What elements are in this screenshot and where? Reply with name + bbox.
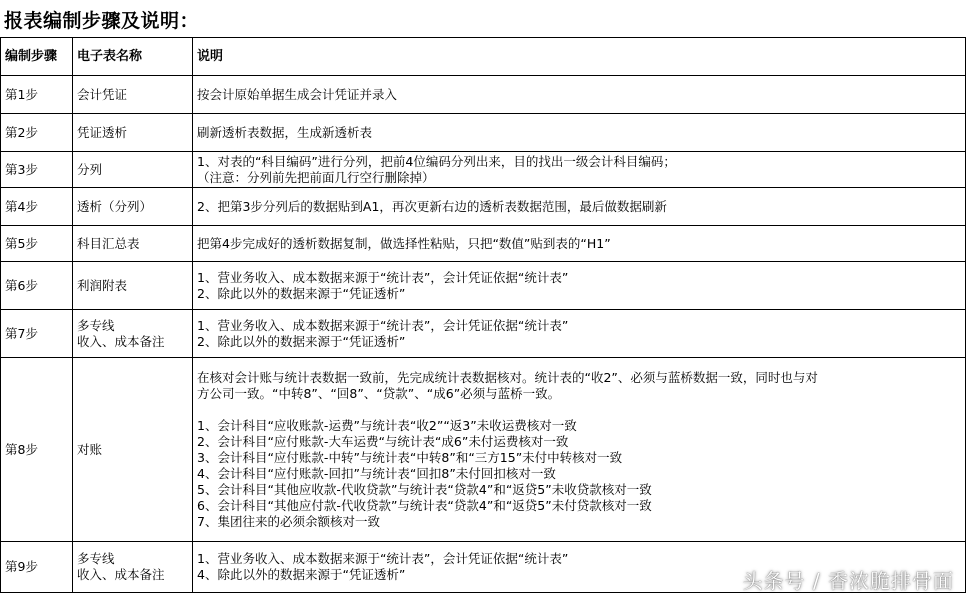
step-cell: 第7步 bbox=[1, 310, 73, 358]
step-cell: 第9步 bbox=[1, 542, 73, 593]
steps-table bbox=[0, 37, 966, 593]
description-cell bbox=[193, 358, 966, 542]
table-row bbox=[1, 310, 966, 358]
description-line: 7、集团往来的必须余额核对一致 bbox=[197, 513, 380, 529]
description-line: 1、营业务收入、成本数据来源于“统计表”，会计凭证依据“统计表” bbox=[197, 551, 569, 566]
table-row bbox=[1, 262, 966, 310]
description-cell bbox=[193, 226, 966, 262]
sheet-name-line: 利润附表 bbox=[77, 277, 128, 293]
step-cell: 第2步 bbox=[1, 114, 73, 152]
description-line: 在核对会计账与统计表数据一致前，先完成统计表数据核对。统计表的“收2”、必须与蓝桥数据一致，同时也与对 bbox=[197, 369, 818, 385]
sheet-name-cell bbox=[73, 226, 193, 262]
description-line: 6、会计科目“其他应付款-代收贷款”与统计表“贷款4”和“返贷5”未付贷款核对一致 bbox=[197, 497, 652, 513]
description-line: 按会计原始单据生成会计凭证并录入 bbox=[197, 86, 398, 102]
header-step: 编制步骤 bbox=[1, 38, 73, 76]
description-line: 4、除此以外的数据来源于“凭证透析” bbox=[197, 567, 406, 582]
step-cell: 第5步 bbox=[1, 226, 73, 262]
sheet-name-cell bbox=[73, 152, 193, 188]
description-cell bbox=[193, 76, 966, 114]
description-cell bbox=[193, 152, 966, 188]
description-line: 方公司一致。“中转8”、“回8”、“贷款”、“成6”必须与蓝桥一致。 bbox=[197, 385, 561, 401]
sheet-name-cell bbox=[73, 114, 193, 152]
description-line: 刷新透析表数据，生成新透析表 bbox=[197, 124, 373, 140]
description-line: 2、除此以外的数据来源于“凭证透析” bbox=[197, 333, 406, 349]
sheet-name-cell bbox=[73, 262, 193, 310]
description-line: 1、营业务收入、成本数据来源于“统计表”，会计凭证依据“统计表” bbox=[197, 317, 569, 333]
description-line: 5、会计科目“其他应收款-代收贷款”与统计表“贷款4”和“返贷5”未收贷款核对一致 bbox=[197, 481, 652, 497]
sheet-name-line: 多专线 bbox=[77, 551, 115, 566]
description-cell bbox=[193, 114, 966, 152]
sheet-name-cell bbox=[73, 542, 193, 593]
step-cell: 第6步 bbox=[1, 262, 73, 310]
description-line: 2、会计科目“应付账款-大车运费“与统计表“成6”未付运费核对一致 bbox=[197, 433, 569, 449]
description-line: 3、会计科目“应付账款-中转”与统计表“中转8”和“三方15”未付中转核对一致 bbox=[197, 449, 623, 465]
sheet-name-line: 凭证透析 bbox=[77, 124, 128, 140]
table-row bbox=[1, 76, 966, 114]
description-cell bbox=[193, 310, 966, 358]
sheet-name-line: 多专线 bbox=[77, 317, 115, 333]
step-cell: 第4步 bbox=[1, 188, 73, 226]
description-line: 4、会计科目“应付账款-回扣”与统计表“回扣8”未付回扣核对一致 bbox=[197, 465, 556, 481]
sheet-name-cell bbox=[73, 188, 193, 226]
description-line bbox=[197, 402, 961, 418]
sheet-name-cell bbox=[73, 310, 193, 358]
sheet-name-cell bbox=[73, 358, 193, 542]
step-cell: 第3步 bbox=[1, 152, 73, 188]
sheet-name-line: 会计凭证 bbox=[77, 86, 128, 102]
page-title: 报表编制步骤及说明： bbox=[4, 10, 200, 32]
table-row bbox=[1, 188, 966, 226]
sheet-name-line: 收入、成本备注 bbox=[77, 567, 165, 582]
description-line: 2、把第3步分列后的数据贴到A1，再次更新右边的透析表数据范围，最后做数据刷新 bbox=[197, 198, 667, 214]
description-cell bbox=[193, 188, 966, 226]
sheet-name-line: 收入、成本备注 bbox=[77, 333, 165, 349]
table-row bbox=[1, 114, 966, 152]
table-row bbox=[1, 152, 966, 188]
sheet-name-line: 对账 bbox=[77, 441, 103, 457]
description-line: 2、除此以外的数据来源于“凭证透析” bbox=[197, 285, 406, 301]
table-body bbox=[1, 76, 966, 593]
step-cell: 第1步 bbox=[1, 76, 73, 114]
header-description: 说明 bbox=[193, 38, 966, 76]
sheet-name-line: 透析（分列） bbox=[77, 198, 153, 214]
table-row bbox=[1, 226, 966, 262]
description-line: （注意：分列前先把前面几行空行删除掉） bbox=[197, 169, 435, 185]
description-line: 把第4步完成好的透析数据复制，做选择性粘贴，只把“数值”贴到表的“H1” bbox=[197, 235, 611, 251]
header-sheet-name: 电子表名称 bbox=[73, 38, 193, 76]
description-line: 1、会计科目“应收账款-运费”与统计表“收2”“返3”未收运费核对一致 bbox=[197, 417, 577, 433]
watermark: 头条号 / 香浓脆排骨面 bbox=[742, 569, 954, 593]
step-cell: 第8步 bbox=[1, 358, 73, 542]
sheet-name-line: 科目汇总表 bbox=[77, 235, 140, 251]
sheet-name-line: 分列 bbox=[77, 161, 103, 177]
sheet-name-cell bbox=[73, 76, 193, 114]
description-line: 1、对表的“科目编码”进行分列，把前4位编码分列出来，目的找出一级会计科目编码； bbox=[197, 153, 676, 169]
table-row bbox=[1, 358, 966, 542]
description-cell bbox=[193, 262, 966, 310]
description-line: 1、营业务收入、成本数据来源于“统计表”，会计凭证依据“统计表” bbox=[197, 269, 569, 285]
table-header-row bbox=[1, 38, 966, 76]
